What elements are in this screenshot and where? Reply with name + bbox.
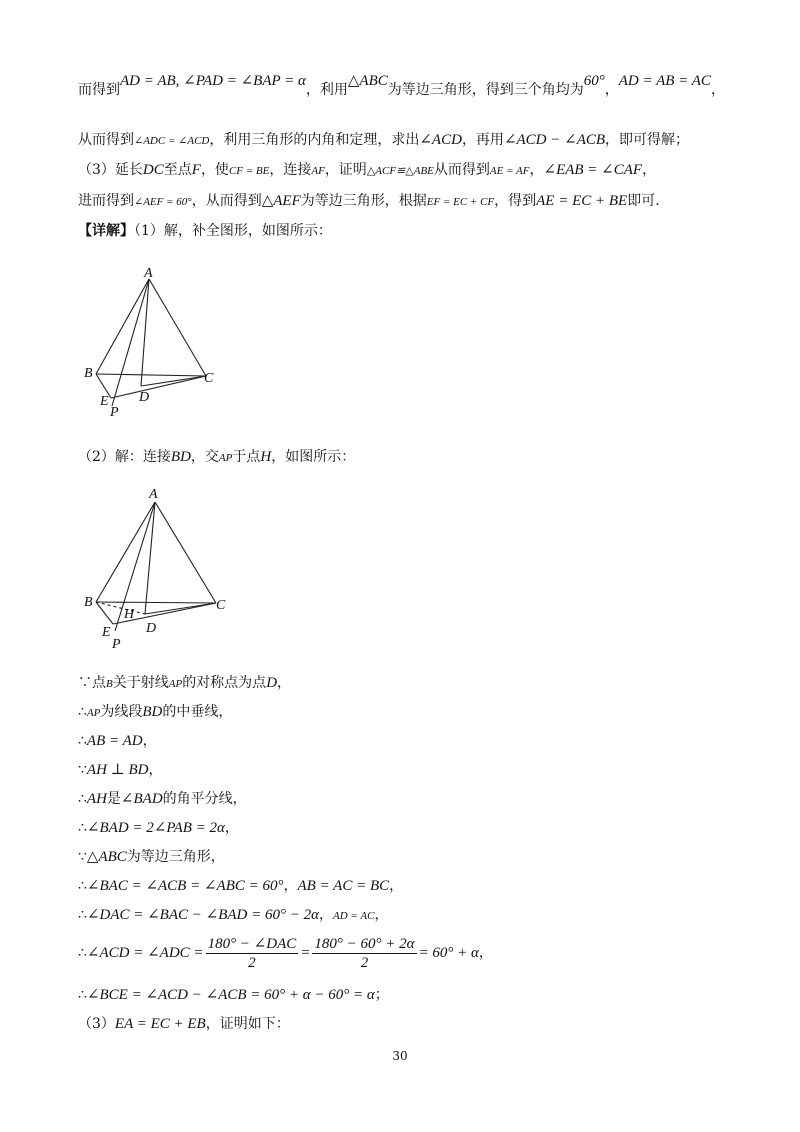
text-segment: ， [642,162,657,178]
segment-dc [141,376,206,386]
text-segment: 至点 [163,162,192,178]
fraction-1-numerator: 180° − ∠DAC [207,935,297,952]
text-segment: （3） [78,1016,115,1032]
text-segment: ∴ [78,987,87,1003]
segment-ac [149,279,206,376]
text-segment: 的中垂线， [162,704,233,720]
text-segment: ， [529,162,544,178]
segment-dc [145,603,216,614]
text-segment: 于点 [232,449,261,465]
label-d: D [139,390,150,405]
figure-2-diagram [82,485,252,655]
label-c: C [216,598,226,613]
text-segment: 进而得到 [78,193,134,209]
math-expression: AE = AF [489,165,530,177]
math-expression: AD = AC [332,910,375,922]
text-line-4 [78,191,660,212]
text-segment: ， [148,762,163,778]
text-segment: 为线段 [100,704,143,720]
text-segment: 为等边三角形，根据 [300,193,427,209]
label-b: B [84,366,93,381]
segment-ab [96,279,149,374]
label-a: A [144,266,153,281]
math-expression: AP [218,452,233,464]
text-line-7 [78,673,291,694]
text-segment: ，利用 [305,82,348,98]
text-segment: ∴ [78,704,87,720]
label-d: D [146,621,157,636]
segment-ac [155,502,216,603]
text-segment: ，连接 [269,162,312,178]
formula-lead: ∴ [78,945,87,961]
math-expression: AP [168,678,183,690]
fraction-1 [206,935,299,972]
figure-1-diagram [84,265,244,425]
segment-bc [96,374,206,376]
math-expression: B [106,678,113,690]
text-segment: ，交 [190,449,219,465]
text-segment: ； [374,987,389,1003]
text-segment: ，如图所示： [271,449,356,465]
text-segment: ， [318,907,333,923]
text-segment: ， [224,820,239,836]
text-segment: ∴ [78,791,87,807]
math-expression: AD = AB, ∠PAD = ∠BAP = α [120,73,306,89]
text-segment: ，得到 [494,193,537,209]
label-p: P [110,405,119,420]
label-h: H [124,607,135,622]
text-segment: 从而得到 [433,162,490,178]
text-segment: ∴ [78,733,87,749]
math-expression: ∠ACD [419,132,462,148]
math-expression: ∠BAD = 2∠PAB = 2α [86,820,225,836]
text-segment: 为等边三角形，得到三个角均为 [387,82,584,98]
math-expression: ∠ADC = ∠ACD [134,135,210,147]
segment-bc [96,602,216,603]
text-segment: ，使 [200,162,229,178]
text-segment: ， [604,82,619,98]
math-expression: BD [170,449,191,465]
math-expression: EF = EC + CF [426,196,495,208]
math-expression: D [266,675,278,691]
text-line-15 [78,905,388,926]
text-line-9 [78,731,157,751]
text-segment: （1）解，补全图形，如图所示： [134,223,332,239]
text-segment: ，证明如下： [205,1016,290,1032]
text-line-18 [78,1014,290,1034]
formula-eq: = [300,945,311,961]
formula-right: = 60° + α [418,945,479,961]
math-expression: ∠EAB = ∠CAF [543,162,643,178]
text-segment: ∵ [78,849,87,865]
formula-left: ∠ACD = ∠ADC = [86,945,204,961]
math-expression: ∠BCE = ∠ACD − ∠ACB = 60° + α − 60° = α [86,987,375,1003]
text-segment: ，即可得解； [605,132,690,148]
fraction-2-numerator: 180° − 60° + 2α [314,935,415,952]
math-expression: ∠ACD − ∠ACB [503,132,606,148]
text-segment: ，利用三角形的内角和定理，求出 [209,132,420,148]
math-expression: △ABC [347,73,388,89]
text-line-13 [78,847,225,867]
math-expression: CF = BE [228,165,270,177]
math-expression: AB = AC = BC [297,878,390,894]
text-segment: ，再用 [461,132,504,148]
math-expression: DC [142,162,164,178]
text-segment: ， [142,733,157,749]
text-line-2 [78,130,689,151]
fraction-1-denominator: 2 [248,954,256,971]
text-segment: 从而得到 [78,132,134,148]
math-expression: AE = EC + BE [536,193,628,209]
math-expression: ∠AEF = 60° [134,196,192,208]
math-expression: AD = AB = AC [618,73,711,89]
label-c: C [204,371,214,386]
label-p: P [112,637,121,652]
text-segment: （3）延长 [78,162,143,178]
fraction-2-denominator: 2 [360,954,369,971]
math-expression: F [191,162,201,178]
text-segment: ， [389,878,404,894]
text-line-14 [78,876,403,896]
text-line-17 [78,985,389,1005]
text-segment: （2）解：连接 [78,449,171,465]
label-e: E [102,625,111,640]
segment-ad [141,279,149,386]
text-segment: ， [283,878,298,894]
fraction-2 [312,935,416,972]
text-line-12 [78,818,239,838]
math-expression: ∠BAC = ∠ACB = ∠ABC = 60° [86,878,284,894]
text-line-8 [78,702,232,723]
text-segment: 是 [106,791,121,807]
math-expression: AH ⊥ BD [86,762,149,778]
page-number: 30 [392,1049,408,1063]
text-segment: ∵点 [78,675,106,691]
text-segment: ，证明 [324,162,367,178]
text-segment: ，从而得到 [191,193,262,209]
text-segment: 为等边三角形， [126,849,225,865]
formula-tail: ， [478,945,493,961]
text-line-1 [78,73,725,100]
text-line-6 [78,447,355,468]
text-segment: 关于射线 [112,675,169,691]
text-segment: 的对称点为点 [182,675,267,691]
label-a: A [149,487,158,502]
label-e: E [100,394,109,409]
math-expression: △ACF≌△ABE [366,165,434,177]
math-expression: △ABC [86,849,127,865]
text-segment: ∴ [78,907,87,923]
formula-acd-line [78,933,493,973]
math-expression: EA = EC + EB [114,1016,206,1032]
text-line-5 [78,221,332,241]
label-b: B [84,595,93,610]
text-segment: 的角平分线， [162,791,247,807]
text-segment: 【详解】 [78,223,134,239]
math-expression: AF [311,165,325,177]
math-expression: ∠DAC = ∠BAC − ∠BAD = 60° − 2α [86,907,319,923]
text-line-11 [78,789,247,809]
ray-ap [112,279,149,406]
math-expression: ∠BAD [120,791,163,807]
math-expression: BD [142,704,163,720]
segment-ab [96,502,155,602]
text-segment: ， [374,907,389,923]
math-expression: AP [86,707,101,719]
text-segment: ∴ [78,820,87,836]
text-segment: 而得到 [78,82,120,98]
text-line-3 [78,160,656,181]
text-line-10 [78,760,163,780]
text-segment: ∴ [78,878,87,894]
text-segment: ∵ [78,762,87,778]
math-expression: △AEF [261,193,301,209]
math-expression: H [260,449,272,465]
text-segment: ， [710,82,725,98]
math-expression: AH [86,791,107,807]
segment-ec [111,376,206,398]
text-segment: ， [277,675,292,691]
math-expression: AB = AD [86,733,143,749]
text-segment: 即可. [627,193,660,209]
math-expression: 60° [583,73,605,89]
